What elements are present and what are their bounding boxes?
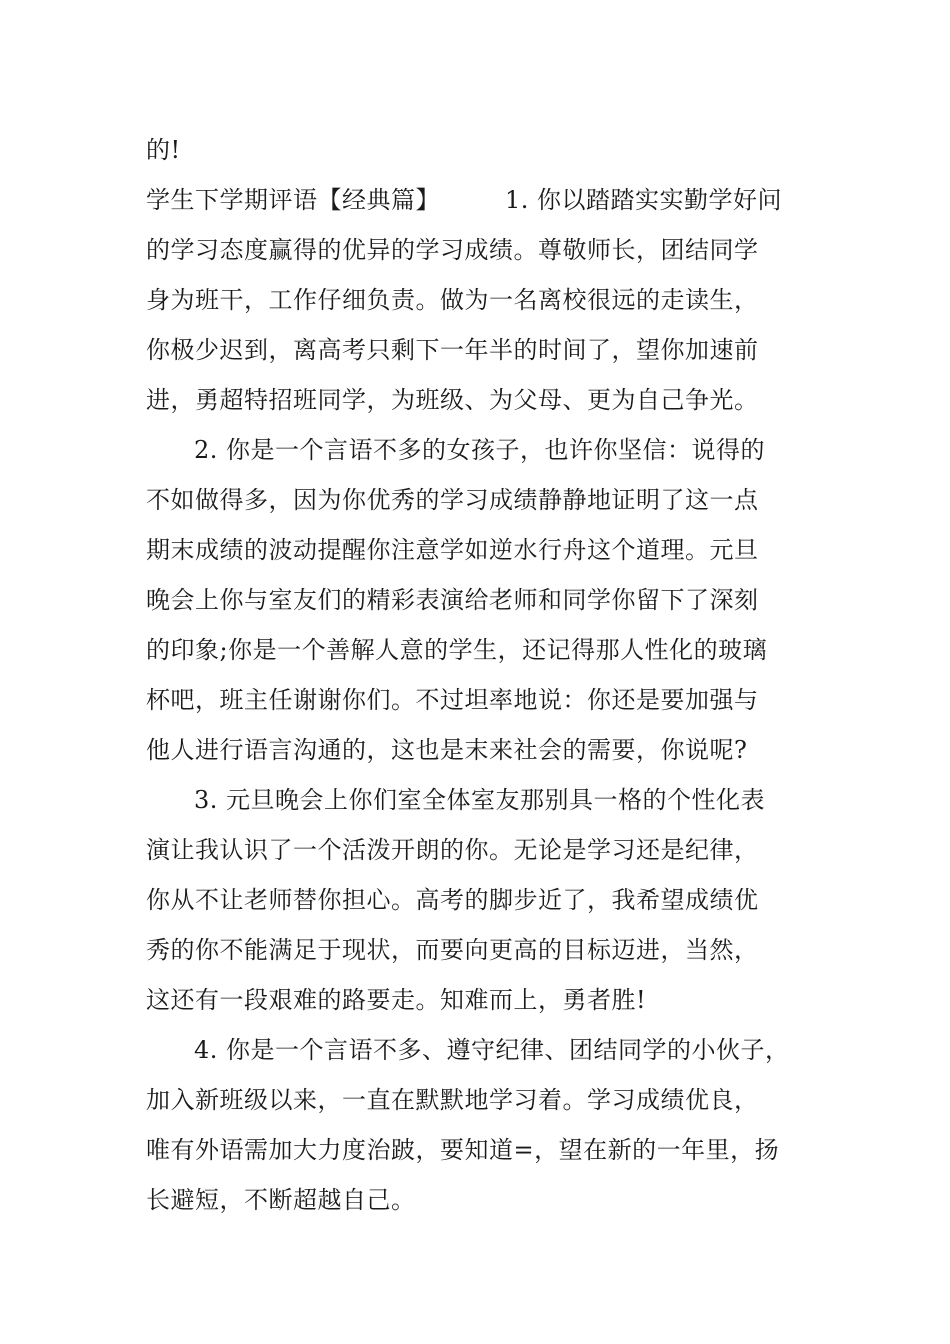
text-line: 杯吧，班主任谢谢你们。不过坦率地说：你还是要加强与 <box>146 686 759 714</box>
text-line: 晚会上你与室友们的精彩表演给老师和同学你留下了深刻 <box>146 586 759 614</box>
text-line: 的! <box>146 136 181 164</box>
text-line: 身为班干，工作仔细负责。做为一名离校很远的走读生， <box>146 286 759 314</box>
text-line: 他人进行语言沟通的，这也是末来社会的需要，你说呢? <box>146 736 748 764</box>
text-line: 长避短，不断超越自己。 <box>146 1186 416 1214</box>
text-line: 加入新班级以来，一直在默默地学习着。学习成绩优良， <box>146 1086 759 1114</box>
paragraph-first-line: 3. 元旦晚会上你们室全体室友那别具一格的个性化表 <box>194 786 766 814</box>
text-line: 学生下学期评语【经典篇】 1. 你以踏踏实实勤学好问 <box>146 186 783 214</box>
text-line: 这还有一段艰难的路要走。知难而上，勇者胜! <box>146 986 647 1014</box>
text-line: 进，勇超特招班同学，为班级、为父母、更为自己争光。 <box>146 386 759 414</box>
text-line: 秀的你不能满足于现状，而要向更高的目标迈进，当然， <box>146 936 759 964</box>
text-line: 演让我认识了一个活泼开朗的你。无论是学习还是纪律， <box>146 836 759 864</box>
text-line: 的印象;你是一个善解人意的学生，还记得那人性化的玻璃 <box>146 636 768 664</box>
paragraph-first-line: 2. 你是一个言语不多的女孩子，也许你坚信：说得的 <box>194 436 766 464</box>
text-line: 期末成绩的波动提醒你注意学如逆水行舟这个道理。元旦 <box>146 536 759 564</box>
text-line: 唯有外语需加大力度治跛，要知道=，望在新的一年里，扬 <box>146 1136 780 1164</box>
text-line: 不如做得多，因为你优秀的学习成绩静静地证明了这一点 <box>146 486 759 514</box>
paragraph-first-line: 4. 你是一个言语不多、遵守纪律、团结同学的小伙子， <box>194 1036 790 1064</box>
text-line: 的学习态度赢得的优异的学习成绩。尊敬师长，团结同学 <box>146 236 759 264</box>
text-line: 你极少迟到，离高考只剩下一年半的时间了，望你加速前 <box>146 336 759 364</box>
text-line: 你从不让老师替你担心。高考的脚步近了，我希望成绩优 <box>146 886 759 914</box>
